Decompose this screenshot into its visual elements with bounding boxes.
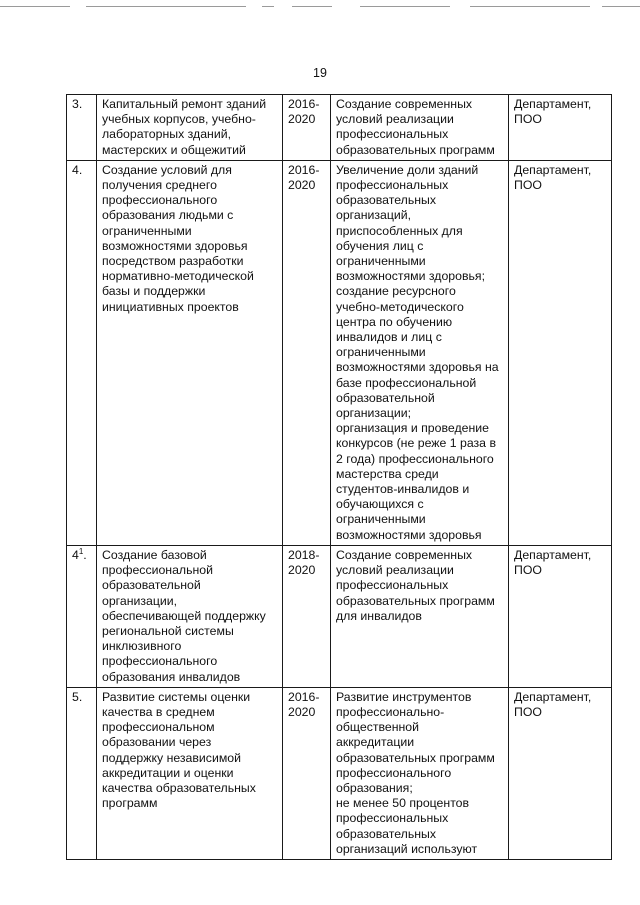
row-number-base: 4 bbox=[72, 547, 79, 562]
row-number bbox=[67, 545, 97, 687]
table-row bbox=[67, 687, 612, 859]
executor: Департамент, ПОО bbox=[509, 95, 612, 161]
measure-name: Развитие системы оценки качества в среднем профессиональном образовании через поддержку независимой аккредитации и оценки качества образовательных программ bbox=[97, 687, 283, 859]
implementation-years: 2016- 2020 bbox=[283, 160, 331, 545]
expected-result: Развитие инструментов профессионально- общественной аккредитации образовательных программ профессионального образования; не менее 50 процентов профессиональных образовательных организаций используют bbox=[331, 687, 509, 859]
scan-top-edge bbox=[0, 0, 640, 14]
expected-result: Создание современных условий реализации профессиональных образовательных программ для инвалидов bbox=[331, 545, 509, 687]
row-number: 5. bbox=[67, 687, 97, 859]
expected-result: Создание современных условий реализации профессиональных образовательных программ bbox=[331, 95, 509, 161]
implementation-years: 2018- 2020 bbox=[283, 545, 331, 687]
executor: Департамент, ПОО bbox=[509, 545, 612, 687]
measure-name: Создание условий для получения среднего профессионального образования людьми с ограниченными возможностями здоровья посредством разработки нормативно-методической базы и поддержки инициативных проектов bbox=[97, 160, 283, 545]
measure-name: Создание базовой профессиональной образовательной организации, обеспечивающей поддержку региональной системы инклюзивного профессионального образования инвалидов bbox=[97, 545, 283, 687]
executor: Департамент, ПОО bbox=[509, 160, 612, 545]
expected-result: Увеличение доли зданий профессиональных образовательных организаций, приспособленных для обучения лиц с ограниченными возможностями здоровья; создание ресурсного учебно-методического центра по обучению инвалидов и лиц с ограниченными возможностями здоровья на базе профессиональной образовательной организации; организация и проведение конкурсов (не реже 1 раза в 2 года) профессионального мастерства среди студентов-инвалидов и обучающихся с ограниченными возможностями здоровья bbox=[331, 160, 509, 545]
row-number-superscript: 1 bbox=[78, 546, 84, 556]
table-row bbox=[67, 95, 612, 161]
row-number-suffix: . bbox=[83, 547, 87, 562]
row-number: 4. bbox=[67, 160, 97, 545]
table-row bbox=[67, 160, 612, 545]
executor: Департамент, ПОО bbox=[509, 687, 612, 859]
row-number: 3. bbox=[67, 95, 97, 161]
implementation-years: 2016- 2020 bbox=[283, 687, 331, 859]
measure-name: Капитальный ремонт зданий учебных корпусов, учебно- лабораторных зданий, мастерских и общежитий bbox=[97, 95, 283, 161]
measures-table bbox=[66, 94, 612, 860]
page-number: 19 bbox=[313, 66, 327, 80]
implementation-years: 2016- 2020 bbox=[283, 95, 331, 161]
table-row bbox=[67, 545, 612, 687]
